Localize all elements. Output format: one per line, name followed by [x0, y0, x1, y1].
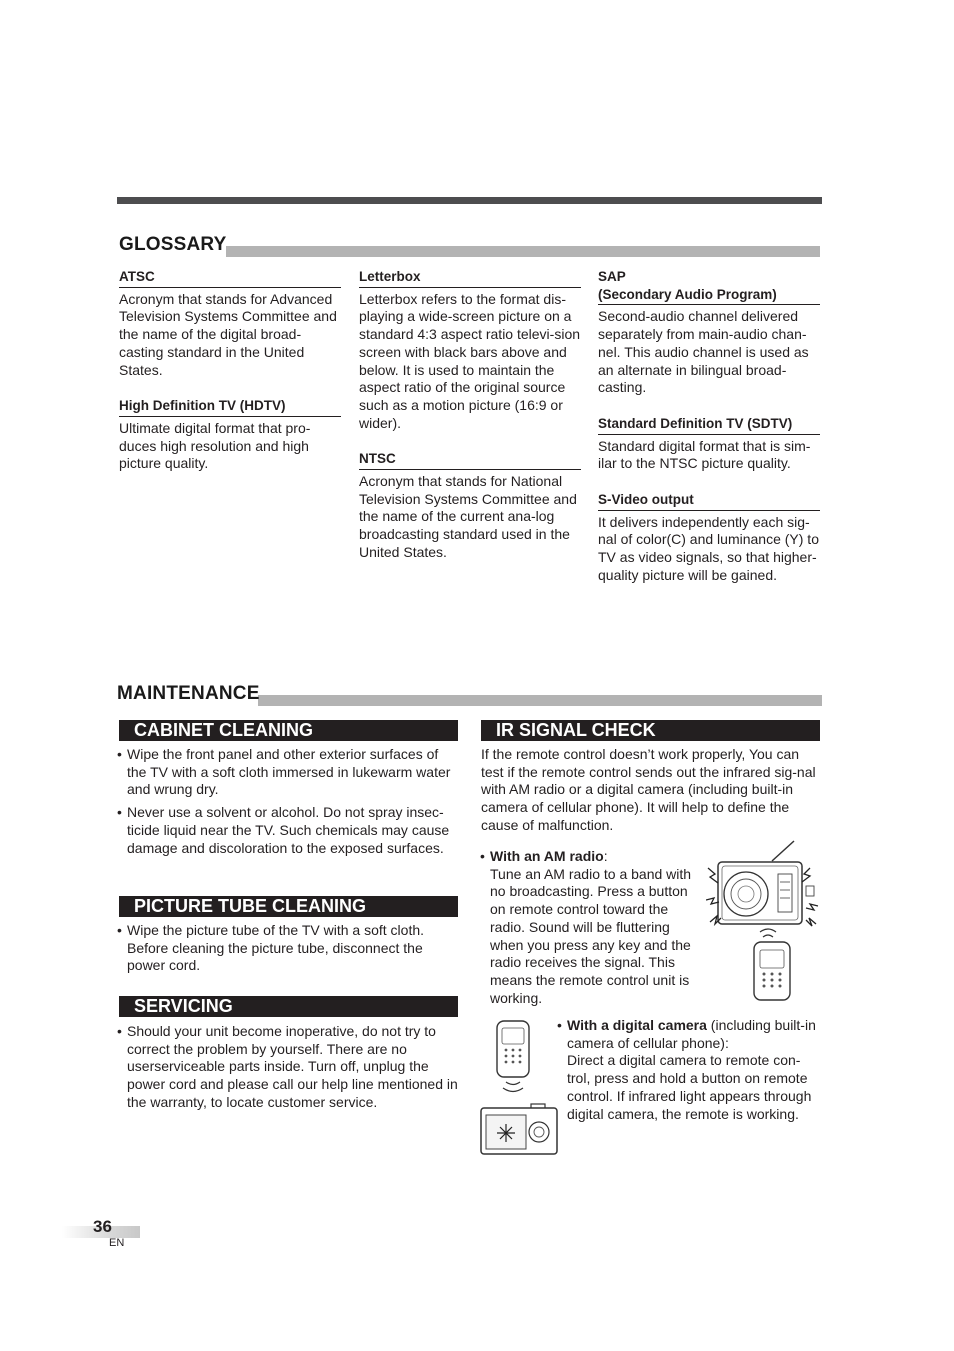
digital-camera-label: With a digital camera — [567, 1017, 707, 1033]
term-hdtv: High Definition TV (HDTV) — [119, 397, 341, 417]
definition-svideo: It delivers independently each sig-nal of color(C) and luminance (Y) to TV as video signals, so that higher-quality picture will be gained. — [598, 513, 819, 583]
term-ntsc: NTSC — [359, 450, 581, 470]
definition-ntsc: Acronym that stands for National Television Systems Committee and the name of the current ana-log broadcasting standard used in the United States. — [359, 473, 577, 560]
top-rule — [117, 197, 822, 204]
list-item: • Should your unit become inoperative, do not try to correct the problem by yourself. There are no userserviceable parts inside. Turn off, unplug the power cord and please call our help line mentioned in the warranty, to locate customer service. — [117, 1023, 461, 1112]
camera-remote-illustration — [479, 1018, 561, 1158]
term-svideo: S-Video output — [598, 491, 820, 511]
am-radio-remote-illustration — [706, 838, 826, 1004]
ir-am-radio: • With an AM radio: Tune an AM radio to a band with no broadcasting. Press a button on remote control toward the radio. Sound will be fluttering when you press any key and the radio receives the signal. This means the remote control unit is working. — [481, 848, 705, 1007]
glossary-column-2 — [359, 268, 581, 580]
ir-digital-camera: • With a digital camera (including built-in camera of cellular phone): Direct a digital camera to remote con-trol, press and hold a button on remote control. If infrared light appears through digital camera, the remote is working. — [558, 1017, 822, 1123]
term-sap — [598, 268, 820, 305]
page-number: 36 — [93, 1217, 112, 1236]
cabinet-cleaning-heading: CABINET CLEANING — [119, 720, 458, 741]
am-radio-label: With an AM radio — [490, 848, 604, 864]
digital-camera-suffix: (including built-in camera of cellular phone): — [567, 1017, 816, 1051]
definition-letterbox: Letterbox refers to the format dis-playing a wide-screen picture on a standard 4:3 aspect ratio televi-sion screen with black bars above and below. It is used to maintain the aspect ratio of the original source such as a motion picture (16:9 or wider). — [359, 290, 581, 431]
glossary-title: GLOSSARY — [119, 234, 227, 255]
glossary-column-1 — [119, 268, 341, 491]
definition-atsc: Acronym that stands for Advanced Television Systems Committee and the name of the digital broad-casting standard in the United States. — [119, 290, 337, 378]
list-item: • Wipe the front panel and other exterior surfaces of the TV with a soft cloth immersed in lukewarm water and wrung dry. — [117, 746, 459, 799]
glossary-title-bar — [226, 246, 820, 257]
list-item: • Never use a solvent or alcohol. Do not spray insec-ticide liquid near the TV. Such chemicals may cause damage and discoloration to the exposed surfaces. — [117, 804, 459, 857]
ir-intro: If the remote control doesn’t work properly, You can test if the remote control sends out the infrared sig-nal with AM radio or a digital camera (including built-in camera of cellular phone). It will help to define the cause of malfunction. — [481, 746, 816, 833]
servicing-heading: SERVICING — [119, 996, 458, 1017]
term-letterbox: Letterbox — [359, 268, 581, 288]
servicing-list — [117, 1023, 461, 1117]
digital-camera-text: Direct a digital camera to remote con-trol, press and hold a button on remote control. If infrared light appears through digital camera, the remote is working. — [567, 1052, 812, 1122]
term-sap-line1: SAP — [598, 269, 626, 284]
glossary-column-3 — [598, 268, 820, 603]
definition-sdtv: Standard digital format that is sim-ilar to the NTSC picture quality. — [598, 437, 811, 472]
cabinet-cleaning-list — [117, 746, 459, 862]
ir-signal-check-heading: IR SIGNAL CHECK — [481, 720, 820, 741]
am-radio-text: Tune an AM radio to a band with no broadcasting. Press a button on remote control toward the radio. Sound will be fluttering when you press any key and the radio receives the signal. This means the remote control unit is working. — [490, 865, 692, 1006]
definition-sap: Second-audio channel delivered separately from main-audio chan-nel. This audio channel is used as an alternate in bilingual broad-casting. — [598, 308, 809, 396]
term-atsc: ATSC — [119, 268, 341, 288]
maintenance-title: MAINTENANCE — [117, 683, 260, 704]
picture-tube-cleaning-list — [117, 922, 459, 980]
picture-tube-cleaning-heading: PICTURE TUBE CLEANING — [119, 896, 458, 917]
list-item: • Wipe the picture tube of the TV with a soft cloth. Before cleaning the picture tube, disconnect the power cord. — [117, 922, 459, 975]
term-sdtv: Standard Definition TV (SDTV) — [598, 415, 820, 435]
term-sap-line2: (Secondary Audio Program) — [598, 286, 777, 302]
language-code: EN — [109, 1237, 125, 1249]
maintenance-title-bar — [258, 695, 822, 706]
definition-hdtv: Ultimate digital format that pro-duces high resolution and high picture quality. — [119, 419, 311, 472]
